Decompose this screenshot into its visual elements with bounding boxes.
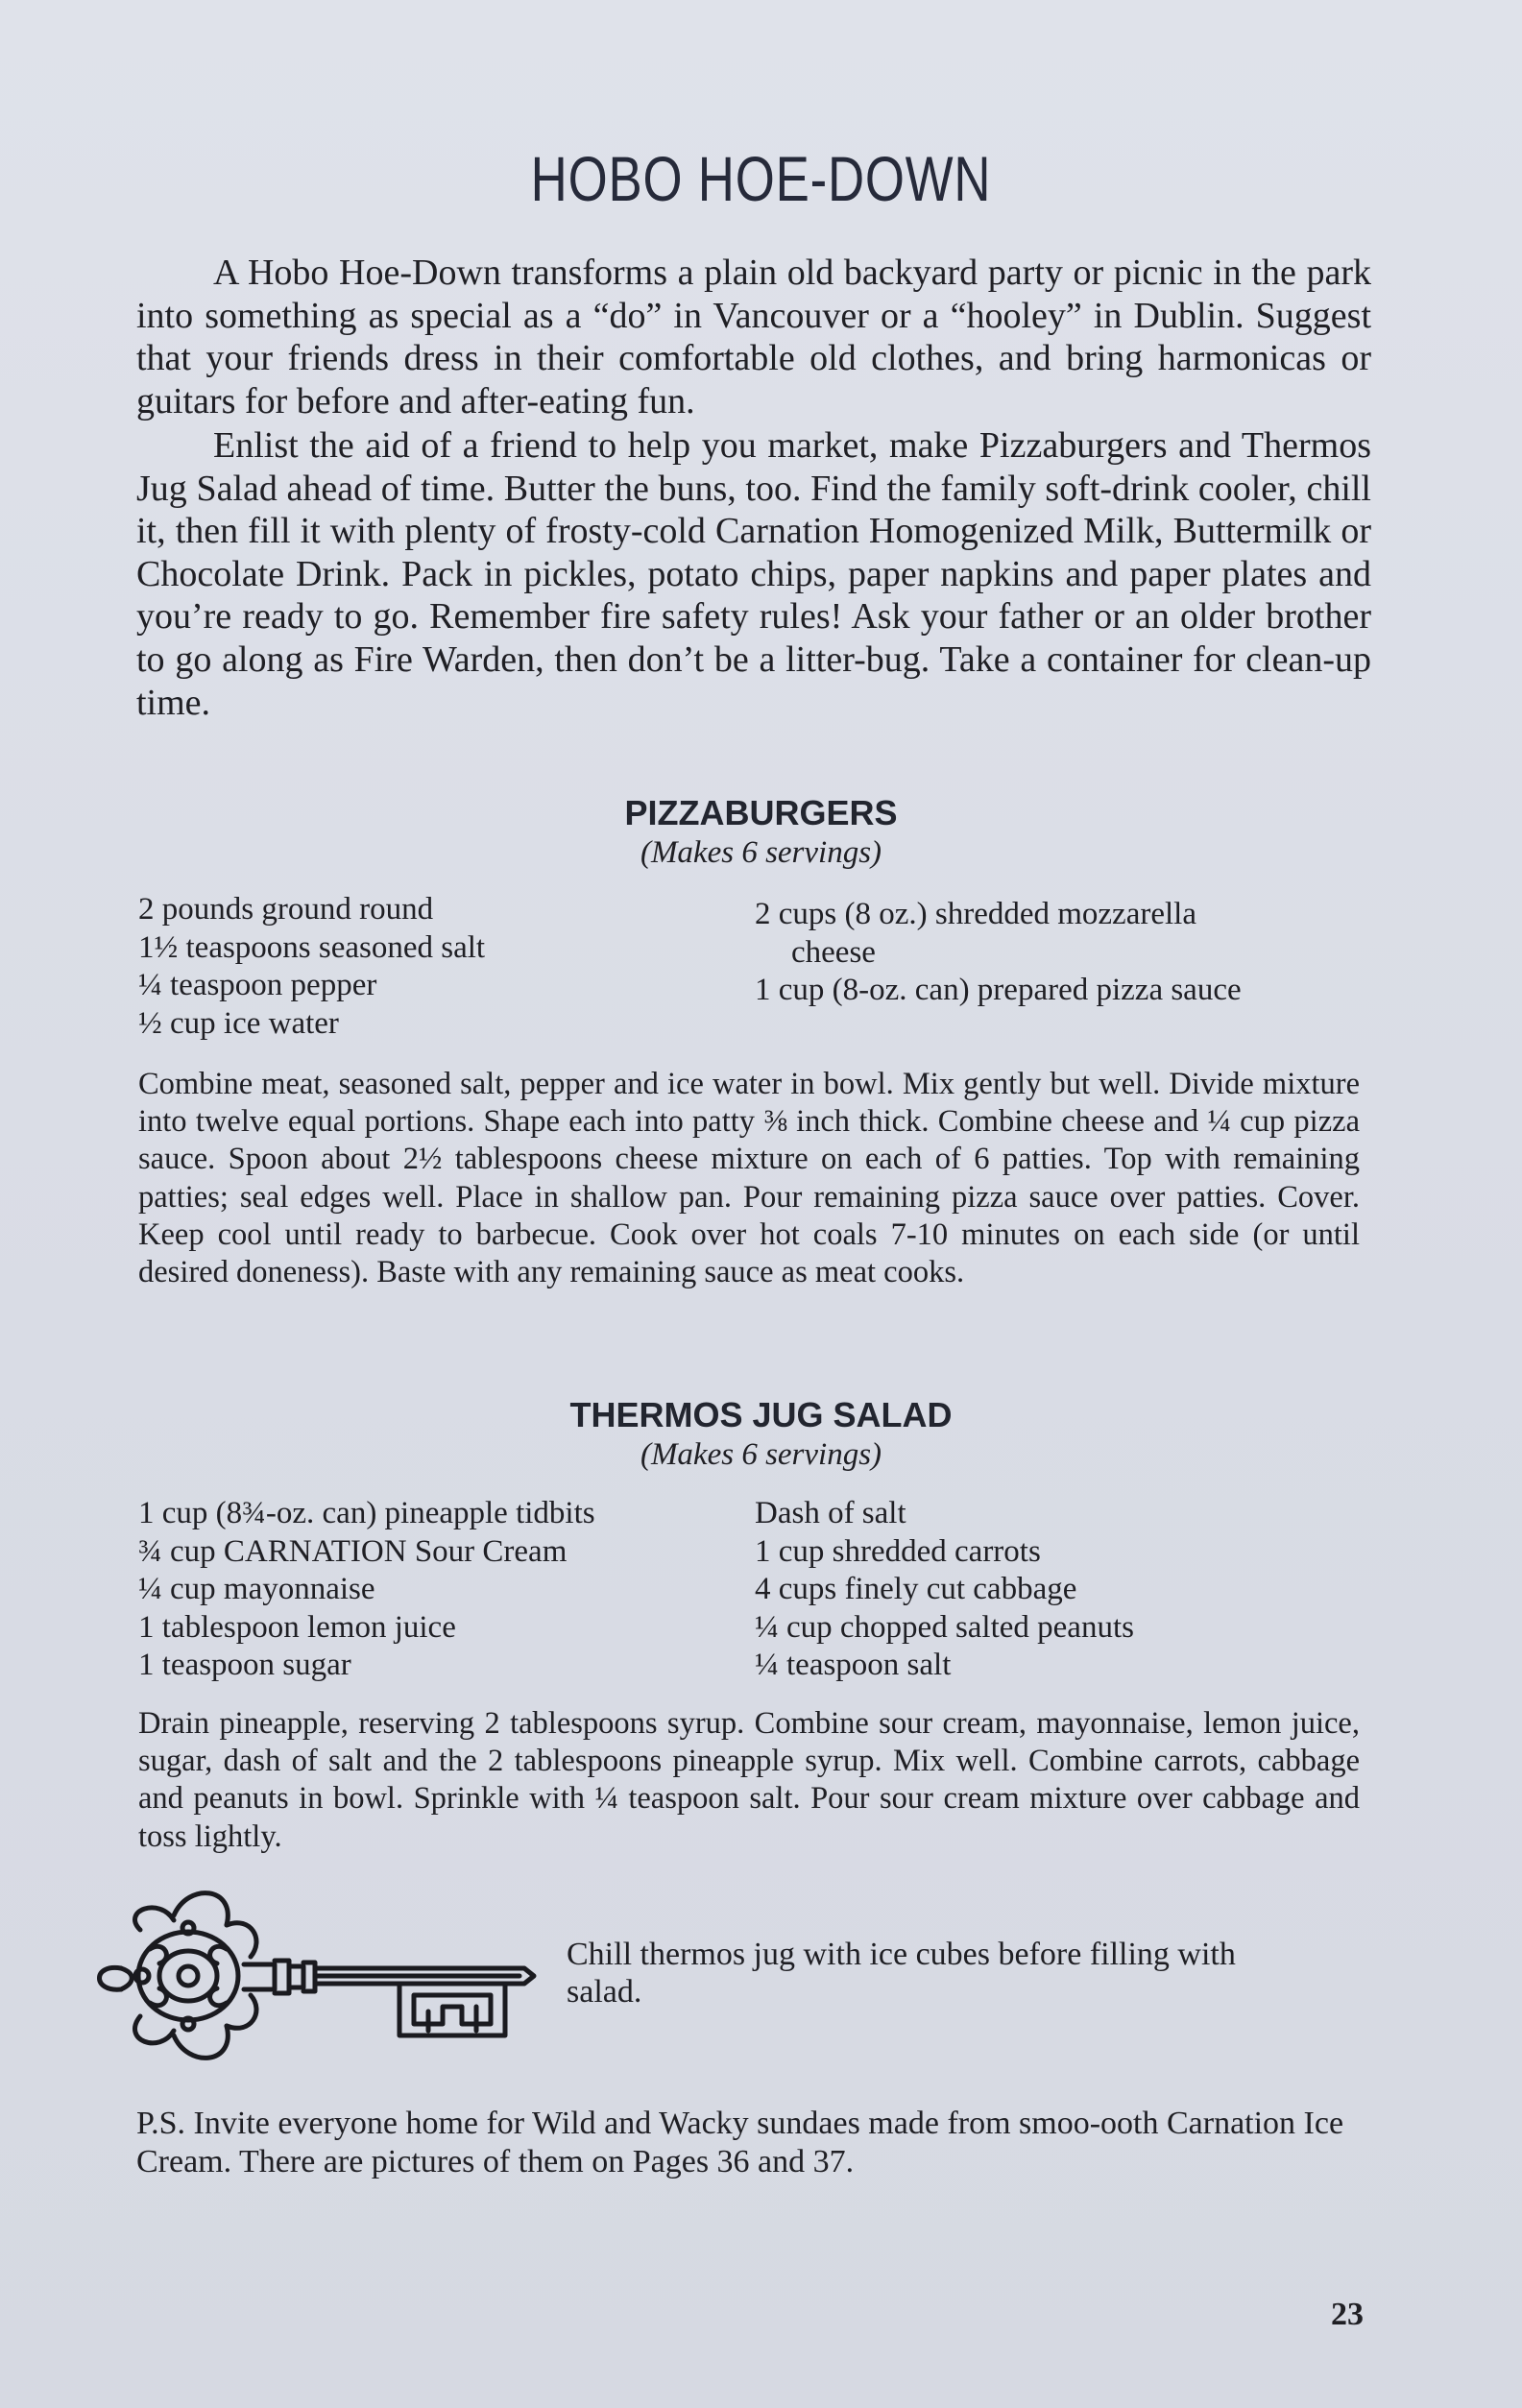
recipe-title-pizzaburgers: PIZZABURGERS bbox=[624, 793, 898, 832]
ingredient: Dash of salt bbox=[755, 1496, 906, 1530]
ornate-key-icon bbox=[83, 1872, 544, 2083]
recipe-yield-thermos-jug-salad: (Makes 6 servings) bbox=[640, 1437, 882, 1472]
ingredient: 1 teaspoon sugar bbox=[138, 1648, 351, 1682]
ingredient: ¼ cup chopped salted peanuts bbox=[755, 1609, 1134, 1645]
ingredients-left-thermos-jug-salad bbox=[138, 1495, 595, 1685]
ingredient-continuation: cheese bbox=[791, 934, 876, 970]
ingredients-left-pizzaburgers bbox=[138, 891, 485, 1043]
ingredient: ¾ cup CARNATION Sour Cream bbox=[138, 1533, 568, 1569]
ingredient: 1½ teaspoons seasoned salt bbox=[138, 929, 486, 965]
intro-paragraph-1: A Hobo Hoe-Down transforms a plain old backyard party or picnic in the park into something as special as a “do” in Vancouver or a “hooley” in Dublin. Suggest that your friends dress in their comfortable old clothes, and bring harmonicas or guitars for before and after-eating fun. bbox=[136, 253, 1371, 421]
tip-text: Chill thermos jug with ice cubes before filling with salad. bbox=[567, 1937, 1236, 2010]
ingredient: 4 cups finely cut cabbage bbox=[755, 1572, 1077, 1606]
ingredient: 2 cups (8 oz.) shredded mozzarella bbox=[755, 897, 1196, 931]
ingredient: 1 cup (8-oz. can) prepared pizza sauce bbox=[755, 973, 1242, 1007]
directions-thermos-jug-salad: Drain pineapple, reserving 2 tablespoons syrup. Combine sour cream, mayonnaise, lemon juice, sugar, dash of salt and the 2 tablespoons pineapple syrup. Mix well. Combine carrots, cabbage and peanuts in bowl. Sprinkle with ¼ teaspoon salt. Pour sour cream mixture over cabbage and toss lightly. bbox=[138, 1706, 1360, 1854]
ingredient: ¼ cup mayonnaise bbox=[138, 1572, 375, 1606]
ingredient: 2 pounds ground round bbox=[138, 892, 434, 927]
ingredient: 1 tablespoon lemon juice bbox=[138, 1609, 456, 1645]
ingredients-right-pizzaburgers bbox=[755, 896, 1242, 1010]
ingredients-right-thermos-jug-salad bbox=[755, 1495, 1134, 1685]
page-title: HOBO HOE-DOWN bbox=[530, 143, 992, 214]
ingredient: ¼ teaspoon pepper bbox=[138, 968, 377, 1002]
recipe-title-thermos-jug-salad: THERMOS JUG SALAD bbox=[569, 1395, 953, 1434]
page-number: 23 bbox=[1331, 2297, 1364, 2332]
ingredient: ½ cup ice water bbox=[138, 1005, 339, 1041]
recipe-yield-pizzaburgers: (Makes 6 servings) bbox=[640, 835, 882, 870]
ingredient: 1 cup (8¾-oz. can) pineapple tidbits bbox=[138, 1496, 595, 1530]
postscript: P.S. Invite everyone home for Wild and Wacky sundaes made from smoo-ooth Carnation Ice Cream. There are pictures of them on Pages 36 and 37. bbox=[136, 2106, 1344, 2179]
intro-paragraph-2: Enlist the aid of a friend to help you market, make Pizzaburgers and Thermos Jug Salad ahead of time. Butter the buns, too. Find the family soft-drink cooler, chill it, then fill it with plenty of frosty-cold Carnation Homogenized Milk, Buttermilk or Chocolate Drink. Pack in pickles, potato chips, paper napkins and paper plates and you’re ready to go. Remember fire safety rules! Ask your father or an older brother to go along as Fire Warden, then don’t be a litter-bug. Take a container for clean-up time. bbox=[136, 425, 1371, 723]
ingredient: 1 cup shredded carrots bbox=[755, 1533, 1041, 1569]
directions-pizzaburgers: Combine meat, seasoned salt, pepper and ice water in bowl. Mix gently but well. Divide mixture into twelve equal portions. Shape each into patty ⅜ inch thick. Combine cheese and ¼ cup pizza sauce. Spoon about 2½ tablespoons cheese mixture on each of 6 patties. Top with remaining patties; seal edges well. Place in shallow pan. Pour remaining pizza sauce over patties. Cover. Keep cool until ready to barbecue. Cook over hot coals 7-10 minutes on each side (or until desired doneness). Baste with any remaining sauce as meat cooks. bbox=[138, 1067, 1360, 1290]
ingredient: ¼ teaspoon salt bbox=[755, 1648, 952, 1682]
